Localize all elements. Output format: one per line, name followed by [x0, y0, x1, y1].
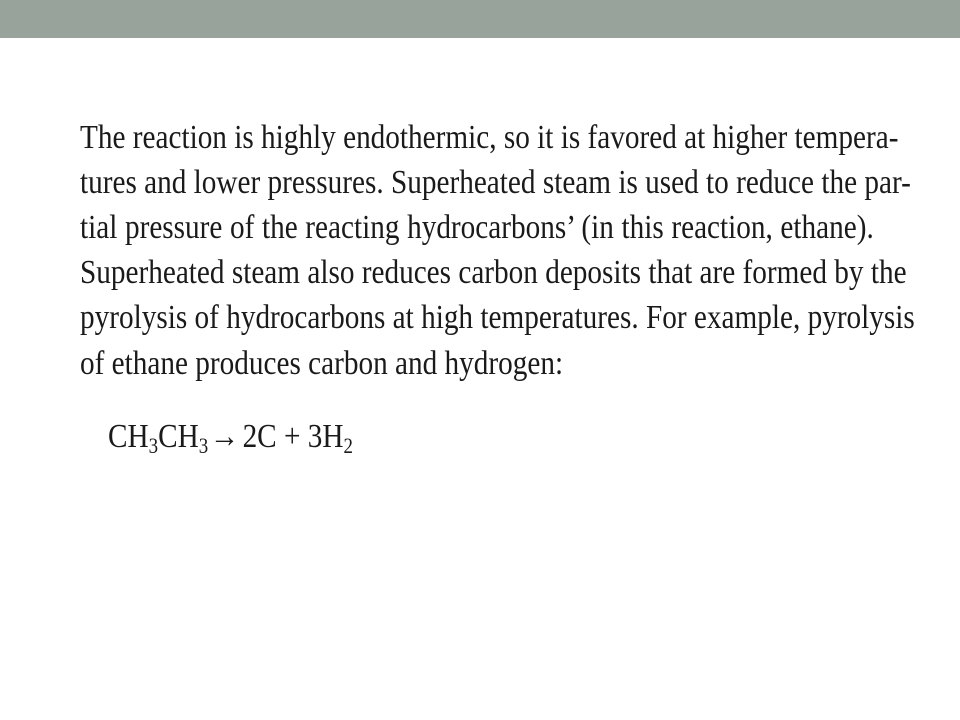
equation-products: 2C + 3H — [242, 418, 344, 455]
equation-term-ch: CH — [108, 418, 149, 455]
slide-header-bar — [0, 0, 960, 38]
paragraph-line-4: Superheated steam also reduces carbon deposits that are formed by the — [80, 254, 907, 291]
equation-subscript: 3 — [198, 433, 209, 458]
reaction-arrow: → — [209, 418, 240, 455]
paragraph-line-2: tures and lower pressures. Superheated steam is used to reduce the par- — [80, 164, 911, 201]
paragraph-line-6: of ethane produces carbon and hydrogen: — [80, 345, 564, 382]
paragraph-line-5: pyrolysis of hydrocarbons at high temperatures. For example, pyrolysis — [80, 299, 915, 336]
equation-subscript: 2 — [343, 433, 353, 458]
paragraph-line-1: The reaction is highly endothermic, so it is favored at higher tempera- — [80, 119, 899, 156]
chemical-equation — [108, 414, 353, 460]
text-excerpt — [80, 116, 915, 386]
paragraph-line-3: tial pressure of the reacting hydrocarbons’ (in this reaction, ethane). — [80, 209, 874, 246]
equation-subscript: 3 — [148, 433, 159, 458]
equation-term-ch: CH — [158, 418, 199, 455]
